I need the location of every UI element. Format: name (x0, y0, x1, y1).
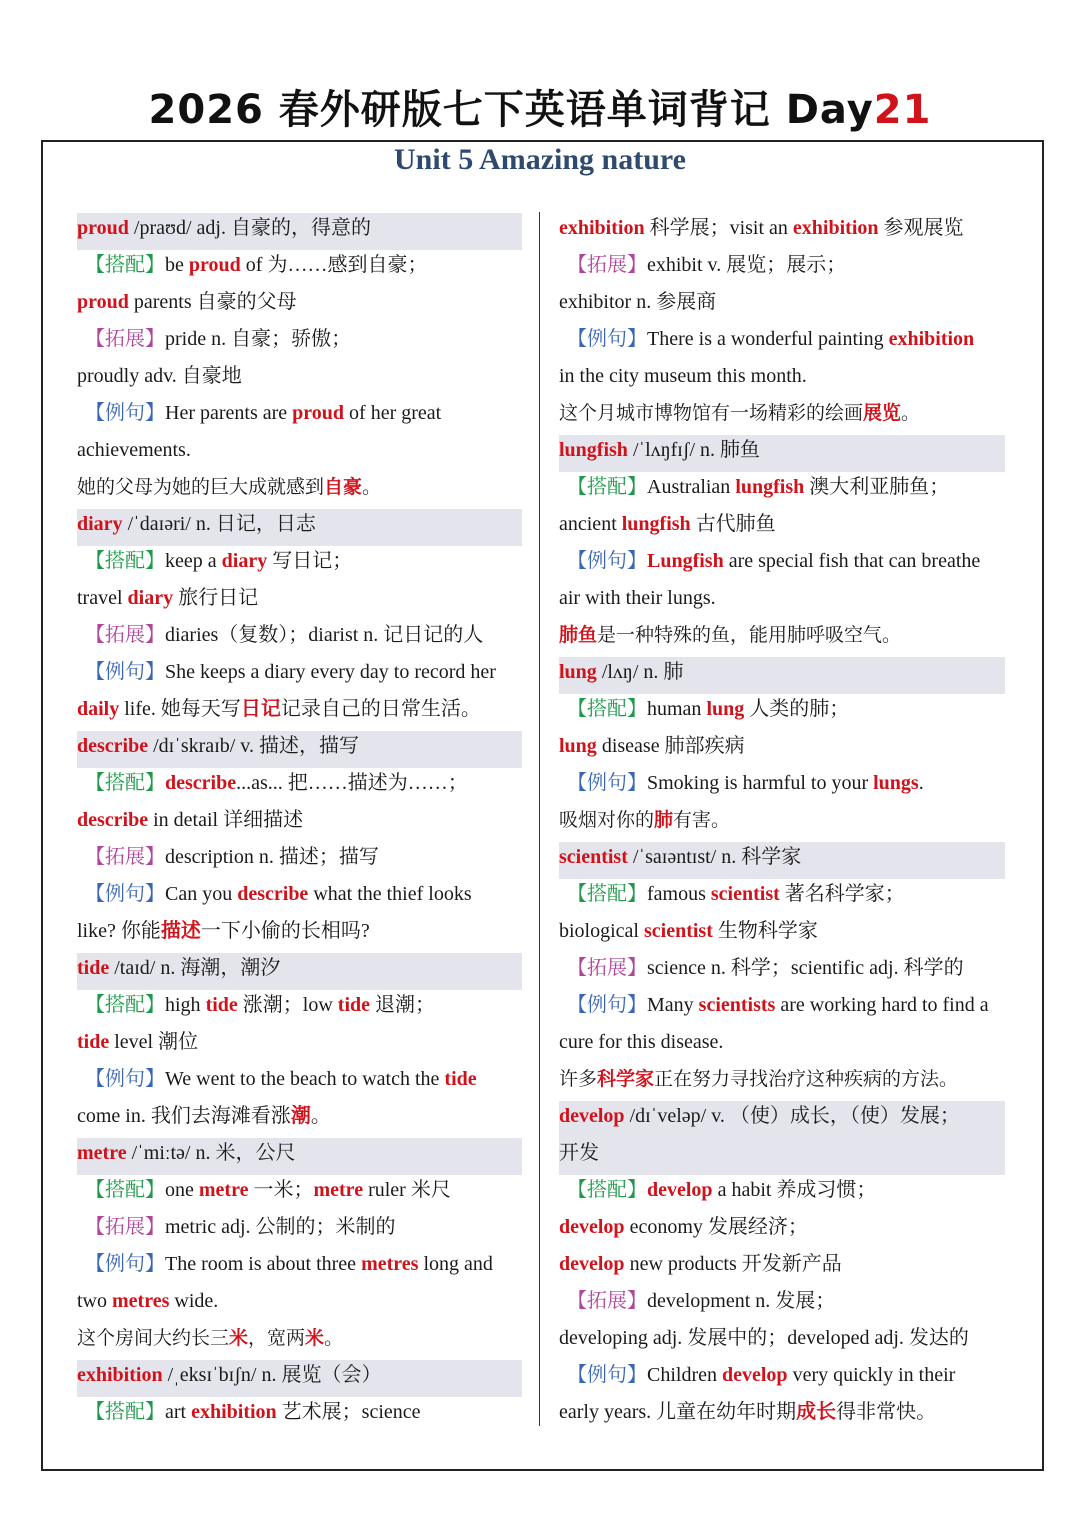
text-segment: The room is about three (165, 1253, 362, 1275)
keyword: develop (559, 1253, 625, 1275)
entry-line (77, 990, 522, 1027)
keyword: describe (237, 883, 309, 905)
keyword-translation: 描述 (160, 920, 201, 942)
entry-line (559, 694, 1005, 731)
keyword: tide (337, 994, 370, 1016)
text-segment: 许多 (559, 1068, 598, 1090)
right-column (559, 213, 1005, 1434)
entry-line (77, 1212, 522, 1249)
text-segment: /praʊd/ adj. 自豪的，得意的 (128, 217, 371, 239)
word-heading (559, 842, 1005, 879)
text-segment: 得非常快。 (836, 1401, 937, 1423)
keyword: scientist (643, 920, 713, 942)
keyword: scientist (559, 846, 628, 868)
section-tag: 【拓展】 (567, 254, 647, 276)
keyword: describe (165, 772, 237, 794)
section-tag: 【拓展】 (567, 1290, 647, 1312)
entry-line (559, 731, 1005, 768)
text-segment: Her parents are (165, 402, 293, 424)
text-segment: Smoking is harmful to your (647, 772, 874, 794)
entry-line (77, 1175, 522, 1212)
keyword-translation: 科学家 (597, 1068, 655, 1090)
keyword: Lungfish (647, 550, 724, 572)
text-segment: wide. (169, 1290, 219, 1312)
entry-line (559, 1027, 1005, 1064)
entry-line (77, 287, 522, 324)
text-segment: diaries（复数）；diarist n. 记日记的人 (165, 624, 484, 646)
text-segment: ancient (559, 513, 622, 535)
keyword: exhibition (792, 217, 879, 239)
entry-line (77, 583, 522, 620)
text-segment: cure for this disease. (559, 1031, 724, 1053)
keyword: diary (127, 587, 174, 609)
keyword-translation: 肺鱼 (559, 624, 598, 646)
word-heading (77, 1138, 522, 1175)
keyword-translation: 成长 (796, 1401, 837, 1423)
entry-line (559, 250, 1005, 287)
text-segment: 。 (362, 476, 382, 498)
keyword-translation: 米 (229, 1327, 249, 1349)
text-segment: metric adj. 公制的；米制的 (165, 1216, 396, 1238)
keyword: diary (77, 513, 123, 535)
text-segment: ruler 米尺 (363, 1179, 451, 1201)
text-segment: 一下小偷的长相吗? (200, 920, 370, 942)
keyword: tide (77, 1031, 110, 1053)
page-title (0, 78, 1080, 135)
entry-line (559, 1397, 1005, 1434)
entry-line (77, 1101, 522, 1138)
keyword: exhibition (888, 328, 975, 350)
section-tag: 【搭配】 (567, 883, 647, 905)
keyword: metre (198, 1179, 249, 1201)
text-segment: a habit 养成习惯； (712, 1179, 877, 1201)
word-heading (559, 1138, 1005, 1175)
entry-line (559, 990, 1005, 1027)
entry-line (559, 1323, 1005, 1360)
keyword: tide (77, 957, 110, 979)
entry-line (559, 287, 1005, 324)
keyword: proud (188, 254, 241, 276)
text-segment: exhibit v. 展览；展示； (647, 254, 847, 276)
text-segment: . (918, 772, 924, 794)
text-segment: of 为……感到自豪； (240, 254, 428, 276)
text-segment: two (77, 1290, 112, 1312)
word-heading (77, 731, 522, 768)
entry-line (77, 916, 522, 953)
keyword: develop (559, 1105, 625, 1127)
section-tag: 【搭配】 (567, 476, 647, 498)
text-segment: travel (77, 587, 128, 609)
entry-line (559, 916, 1005, 953)
keyword: diary (221, 550, 268, 572)
entry-line (77, 435, 522, 472)
text-segment: 正在努力寻找治疗这种疾病的方法。 (654, 1068, 959, 1090)
entry-line (559, 472, 1005, 509)
text-segment: 。 (901, 402, 921, 424)
text-segment: level 潮位 (109, 1031, 199, 1053)
entry-line (77, 694, 522, 731)
text-segment: /dɪˈskraɪb/ v. 描述，描写 (148, 735, 360, 757)
entry-line (77, 1286, 522, 1323)
text-segment: 开发 (559, 1142, 599, 1164)
text-segment: exhibitor n. 参展商 (559, 291, 717, 313)
unit-title: Unit 5 Amazing nature (394, 143, 686, 176)
entry-line (77, 842, 522, 879)
section-tag: 【拓展】 (85, 624, 165, 646)
text-segment: are special fish that can breathe (723, 550, 981, 572)
keyword: metre (77, 1142, 127, 1164)
text-segment: economy 发展经济； (624, 1216, 808, 1238)
text-segment: 记录自己的日常生活。 (280, 698, 481, 720)
entry-line (77, 657, 522, 694)
entry-line (559, 546, 1005, 583)
keyword: proud (77, 217, 129, 239)
text-segment: 科学展；visit an (644, 217, 793, 239)
text-segment: one (165, 1179, 199, 1201)
keyword: proud (77, 291, 129, 313)
text-segment: development n. 发展； (647, 1290, 836, 1312)
section-tag: 【拓展】 (85, 1216, 165, 1238)
text-segment: 一米； (248, 1179, 314, 1201)
text-segment: in the city museum this month. (559, 365, 807, 387)
text-segment: 涨潮；low (237, 994, 338, 1016)
word-heading (77, 1360, 522, 1397)
text-segment: 她的父母为她的巨大成就感到 (77, 476, 325, 498)
text-segment: /ˈdaɪəri/ n. 日记，日志 (122, 513, 316, 535)
text-segment: /ˌeksɪˈbɪʃn/ n. 展览（会） (162, 1364, 382, 1386)
page-title-main: 2026 春外研版七下英语单词背记 Day (148, 87, 874, 133)
text-segment: /taɪd/ n. 海潮，潮汐 (109, 957, 281, 979)
text-segment: 这个房间大约长三 (77, 1327, 230, 1349)
text-segment: 旅行日记 (173, 587, 259, 609)
section-tag: 【搭配】 (567, 698, 647, 720)
section-tag: 【搭配】 (85, 772, 165, 794)
entry-line (559, 324, 1005, 361)
text-segment: 人类的肺； (744, 698, 850, 720)
keyword: tide (444, 1068, 477, 1090)
text-segment: life. 她每天写 (119, 698, 241, 720)
keyword: develop (559, 1216, 625, 1238)
entry-line (77, 1323, 522, 1360)
entry-line (77, 805, 522, 842)
text-segment: long and (418, 1253, 493, 1275)
keyword-translation: 潮 (290, 1105, 311, 1127)
text-segment: developing adj. 发展中的；developed adj. 发达的 (559, 1327, 969, 1349)
text-segment: Australian (647, 476, 736, 498)
section-tag: 【例句】 (567, 994, 647, 1016)
entry-line (559, 1360, 1005, 1397)
word-heading (77, 213, 522, 250)
text-segment: human (647, 698, 707, 720)
entry-line (77, 879, 522, 916)
entry-line (77, 398, 522, 435)
keyword: develop (722, 1364, 788, 1386)
entry-line (77, 361, 522, 398)
text-segment: ，宽两 (248, 1327, 306, 1349)
text-segment: in detail 详细描述 (148, 809, 304, 831)
text-segment: proudly adv. 自豪地 (77, 365, 242, 387)
entry-line (77, 250, 522, 287)
text-segment: art (165, 1401, 192, 1423)
section-tag: 【例句】 (85, 1253, 165, 1275)
entry-line (77, 768, 522, 805)
keyword: tide (205, 994, 238, 1016)
text-segment: There is a wonderful painting (647, 328, 889, 350)
entry-line (559, 583, 1005, 620)
text-segment: science n. 科学；scientific adj. 科学的 (647, 957, 964, 979)
word-heading (77, 509, 522, 546)
keyword: lungfish (735, 476, 805, 498)
text-segment: of her great (344, 402, 442, 424)
word-heading (559, 1101, 1005, 1138)
text-segment: /dɪˈveləp/ v. （使）成长，（使）发展； (624, 1105, 960, 1127)
keyword: lung (559, 661, 597, 683)
text-segment: ...as... 把……描述为……； (236, 772, 468, 794)
text-segment: high (165, 994, 206, 1016)
keyword: metre (313, 1179, 364, 1201)
text-segment: /ˈmiːtə/ n. 米，公尺 (126, 1142, 296, 1164)
keyword-translation: 日记 (240, 698, 281, 720)
entry-line (559, 213, 1005, 250)
text-segment: early years. 儿童在幼年时期 (559, 1401, 797, 1423)
entry-line (77, 472, 522, 509)
column-divider (539, 212, 540, 1426)
text-segment: 古代肺鱼 (690, 513, 776, 535)
left-column (77, 213, 522, 1434)
text-segment: 退潮； (370, 994, 435, 1016)
entry-line (559, 1212, 1005, 1249)
section-tag: 【例句】 (85, 883, 165, 905)
text-segment: /lʌŋ/ n. 肺 (596, 661, 684, 683)
text-segment: achievements. (77, 439, 191, 461)
keyword: exhibition (559, 217, 645, 239)
keyword: lungs (873, 772, 919, 794)
text-segment: 艺术展；science (276, 1401, 421, 1423)
text-segment: 生物科学家 (712, 920, 818, 942)
day-number: 21 (873, 87, 932, 133)
section-tag: 【例句】 (567, 550, 647, 572)
entry-line (559, 1175, 1005, 1212)
text-segment: 著名科学家； (779, 883, 905, 905)
text-segment: come in. 我们去海滩看涨 (77, 1105, 291, 1127)
text-segment: description n. 描述；描写 (165, 846, 379, 868)
text-segment: air with their lungs. (559, 587, 716, 609)
text-segment: very quickly in their (787, 1364, 956, 1386)
entry-line (559, 361, 1005, 398)
section-tag: 【例句】 (567, 1364, 647, 1386)
text-segment: 有害。 (673, 809, 731, 831)
text-segment: 这个月城市博物馆有一场精彩的绘画 (559, 402, 864, 424)
word-heading (559, 657, 1005, 694)
section-tag: 【搭配】 (85, 1179, 165, 1201)
text-segment: /ˈsaɪəntɪst/ n. 科学家 (627, 846, 802, 868)
keyword: metres (112, 1290, 170, 1312)
keyword: exhibition (77, 1364, 163, 1386)
entry-line (77, 620, 522, 657)
text-segment: 吸烟对你的 (559, 809, 655, 831)
keyword: develop (647, 1179, 713, 1201)
keyword: proud (292, 402, 345, 424)
keyword: exhibition (191, 1401, 277, 1423)
keyword-translation: 肺 (654, 809, 674, 831)
keyword: lungfish (621, 513, 691, 535)
entry-line (77, 324, 522, 361)
text-segment: parents 自豪的父母 (128, 291, 297, 313)
keyword: lung (559, 735, 597, 757)
text-segment: /ˈlʌŋfɪʃ/ n. 肺鱼 (627, 439, 761, 461)
keyword-translation: 展览 (863, 402, 902, 424)
section-tag: 【例句】 (567, 772, 647, 794)
text-segment: 写日记； (267, 550, 353, 572)
entry-line (559, 768, 1005, 805)
section-tag: 【搭配】 (567, 1179, 647, 1201)
section-tag: 【拓展】 (85, 846, 165, 868)
text-segment: Can you (165, 883, 238, 905)
section-tag: 【搭配】 (85, 1401, 165, 1423)
text-segment: new products 开发新产品 (624, 1253, 842, 1275)
text-segment: keep a (165, 550, 222, 572)
entry-line (559, 879, 1005, 916)
text-segment: 参观展览 (878, 217, 964, 239)
section-tag: 【搭配】 (85, 550, 165, 572)
entry-line (559, 620, 1005, 657)
keyword-translation: 自豪 (324, 476, 363, 498)
section-tag: 【拓展】 (85, 328, 165, 350)
text-segment: what the thief looks (308, 883, 472, 905)
keyword: scientists (698, 994, 776, 1016)
section-tag: 【例句】 (567, 328, 647, 350)
entry-line (559, 1286, 1005, 1323)
entry-line (77, 546, 522, 583)
keyword-translation: 米 (305, 1327, 325, 1349)
text-segment: biological (559, 920, 644, 942)
text-segment: Children (647, 1364, 722, 1386)
section-tag: 【例句】 (85, 1068, 165, 1090)
text-segment: Many (647, 994, 699, 1016)
keyword: lungfish (559, 439, 628, 461)
keyword: describe (77, 735, 149, 757)
text-segment: are working hard to find a (775, 994, 989, 1016)
entry-line (77, 1249, 522, 1286)
entry-line (559, 805, 1005, 842)
entry-line (77, 1397, 522, 1434)
entry-line (559, 1249, 1005, 1286)
text-segment: 。 (310, 1105, 331, 1127)
text-segment: 是一种特殊的鱼，能用肺呼吸空气。 (597, 624, 902, 646)
keyword: describe (77, 809, 149, 831)
keyword: daily (77, 698, 120, 720)
text-segment: She keeps a diary every day to record her (165, 661, 496, 683)
text-segment: be (165, 254, 189, 276)
entry-line (559, 509, 1005, 546)
keyword: scientist (710, 883, 780, 905)
text-segment: We went to the beach to watch the (165, 1068, 445, 1090)
entry-line (77, 1064, 522, 1101)
text-segment: famous (647, 883, 711, 905)
section-tag: 【例句】 (85, 661, 165, 683)
section-tag: 【拓展】 (567, 957, 647, 979)
keyword: lung (706, 698, 745, 720)
entry-line (77, 1027, 522, 1064)
text-segment: pride n. 自豪；骄傲； (165, 328, 352, 350)
text-segment: like? 你能 (77, 920, 161, 942)
text-segment: 。 (324, 1327, 344, 1349)
text-segment: 澳大利亚肺鱼； (804, 476, 950, 498)
section-tag: 【搭配】 (85, 994, 165, 1016)
keyword: metres (361, 1253, 419, 1275)
entry-line (559, 1064, 1005, 1101)
section-tag: 【搭配】 (85, 254, 165, 276)
text-segment: disease 肺部疾病 (596, 735, 745, 757)
word-heading (559, 435, 1005, 472)
word-heading (77, 953, 522, 990)
entry-line (559, 953, 1005, 990)
section-tag: 【例句】 (85, 402, 165, 424)
entry-line (559, 398, 1005, 435)
